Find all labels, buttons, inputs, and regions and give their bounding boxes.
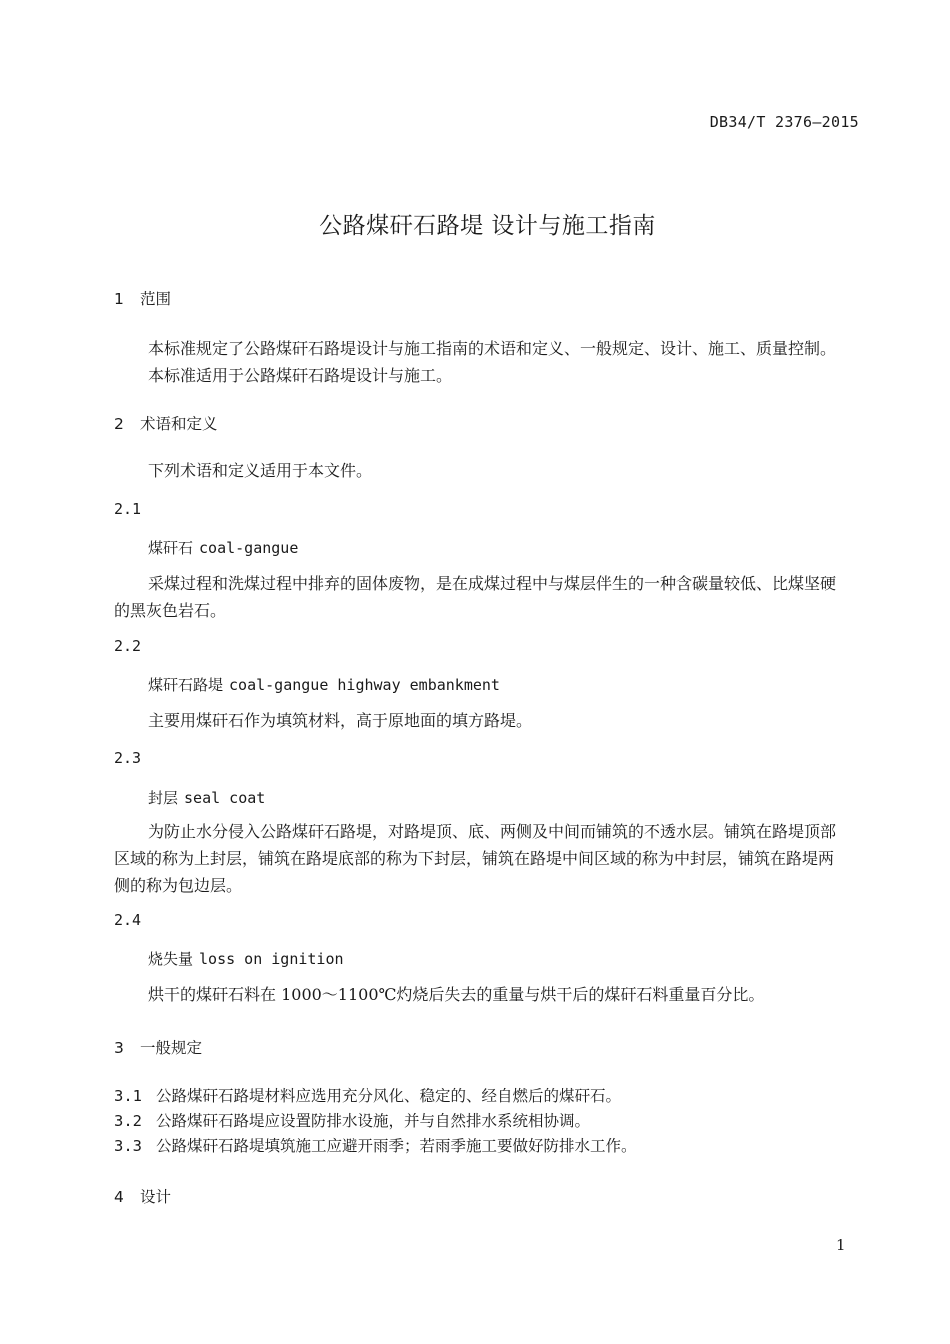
clause-text: 公路煤矸石路堤材料应选用充分风化、稳定的、经自燃后的煤矸石。	[156, 1087, 622, 1105]
term-number: 2.3	[114, 749, 142, 767]
section-1-heading	[114, 287, 171, 309]
paragraph: 下列术语和定义适用于本文件。	[148, 461, 373, 480]
clause-text: 公路煤矸石路堤填筑施工应避开雨季；若雨季施工要做好防排水工作。	[156, 1137, 637, 1155]
term-chinese: 煤矸石	[148, 539, 194, 557]
definition-line: 主要用煤矸石作为填筑材料，高于原地面的填方路堤。	[148, 711, 533, 730]
section-number: 4	[114, 1188, 124, 1206]
definition-line: 的黑灰色岩石。	[114, 601, 227, 620]
term-number: 2.2	[114, 637, 142, 655]
section-number: 3	[114, 1039, 124, 1057]
clause-3-2	[114, 1109, 590, 1131]
document-code: DB34/T 2376—2015	[709, 113, 859, 131]
term-2-1	[148, 537, 298, 558]
definition-line: 侧的称为包边层。	[114, 876, 243, 895]
definition-line: 采煤过程和洗煤过程中排弃的固体废物，是在成煤过程中与煤层伴生的一种含碳量较低、比煤坚硬	[148, 574, 837, 593]
paragraph: 本标准适用于公路煤矸石路堤设计与施工。	[148, 366, 453, 385]
clause-number: 3.3	[114, 1137, 142, 1155]
clause-text: 公路煤矸石路堤应设置防排水设施，并与自然排水系统相协调。	[156, 1112, 591, 1130]
definition-line: 烘干的煤矸石料在 1000～1100℃灼烧后失去的重量与烘干后的煤矸石料重量百分比。	[148, 985, 765, 1004]
term-2-2-definition	[114, 707, 864, 734]
clause-number: 3.1	[114, 1087, 142, 1105]
section-title: 术语和定义	[140, 415, 218, 433]
term-2-4	[148, 948, 344, 969]
section-1-body	[114, 335, 864, 389]
term-2-3	[148, 787, 265, 808]
term-chinese: 煤矸石路堤	[148, 676, 224, 694]
term-2-3-definition	[114, 818, 864, 899]
term-english: seal coat	[184, 789, 266, 807]
section-4-heading	[114, 1185, 171, 1207]
term-english: coal-gangue	[199, 539, 299, 557]
term-chinese: 烧失量	[148, 950, 194, 968]
section-2-heading	[114, 412, 218, 434]
term-english: loss on ignition	[199, 950, 344, 968]
section-number: 1	[114, 290, 124, 308]
term-number: 2.4	[114, 911, 142, 929]
term-2-1-definition	[114, 570, 864, 624]
section-title: 一般规定	[140, 1039, 203, 1057]
section-title: 设计	[140, 1188, 172, 1206]
section-2-intro	[114, 457, 864, 484]
term-chinese: 封层	[148, 789, 179, 807]
section-3-heading	[114, 1036, 202, 1058]
paragraph: 本标准规定了公路煤矸石路堤设计与施工指南的术语和定义、一般规定、设计、施工、质量控制。	[148, 339, 837, 358]
definition-line: 区域的称为上封层，铺筑在路堤底部的称为下封层，铺筑在路堤中间区域的称为中封层，铺筑在路堤两	[114, 849, 835, 868]
section-title: 范围	[140, 290, 172, 308]
section-number: 2	[114, 415, 124, 433]
definition-line: 为防止水分侵入公路煤矸石路堤，对路堤顶、底、两侧及中间而铺筑的不透水层。铺筑在路堤顶部	[148, 822, 837, 841]
page-number: 1	[836, 1236, 846, 1254]
term-2-4-definition	[114, 981, 864, 1008]
clause-number: 3.2	[114, 1112, 142, 1130]
clause-3-3	[114, 1134, 637, 1156]
clause-3-1	[114, 1084, 621, 1106]
page-title: 公路煤矸石路堤 设计与施工指南	[319, 213, 656, 239]
term-2-2	[148, 674, 500, 695]
term-number: 2.1	[114, 500, 142, 518]
term-english: coal-gangue highway embankment	[229, 676, 500, 694]
